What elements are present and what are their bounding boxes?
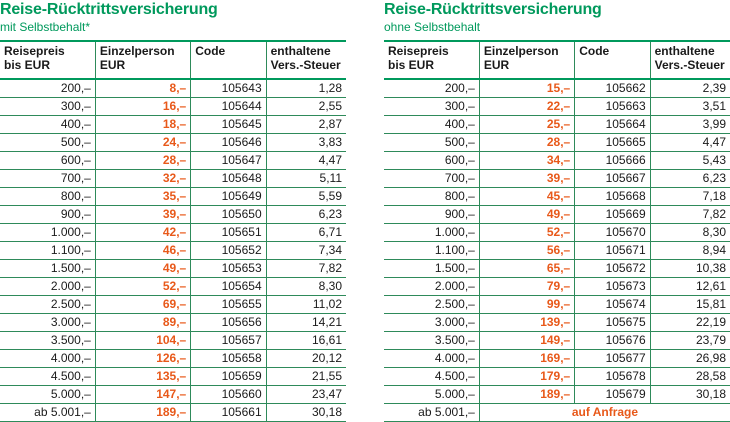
cell-code: 105651 bbox=[191, 224, 266, 242]
cell-code: 105663 bbox=[575, 98, 650, 116]
cell-code: 105679 bbox=[575, 386, 650, 404]
cell-vers-steuer: 11,02 bbox=[266, 296, 346, 314]
cell-reisepreis: 1.500,– bbox=[0, 260, 95, 278]
cell-code: 105643 bbox=[191, 79, 266, 98]
cell-reisepreis: 2.000,– bbox=[384, 278, 479, 296]
cell-einzelperson-price: 65,– bbox=[479, 260, 574, 278]
cell-vers-steuer: 8,94 bbox=[650, 242, 730, 260]
table-row bbox=[0, 350, 346, 368]
cell-vers-steuer: 6,71 bbox=[266, 224, 346, 242]
cell-einzelperson-price: 39,– bbox=[479, 170, 574, 188]
table-panel-mit-selbstbehalt bbox=[0, 0, 346, 422]
table-row bbox=[0, 260, 346, 278]
cell-code: 105669 bbox=[575, 206, 650, 224]
table-row bbox=[384, 242, 730, 260]
cell-vers-steuer: 7,34 bbox=[266, 242, 346, 260]
cell-einzelperson-price: 189,– bbox=[95, 404, 190, 422]
panel-title: Reise-Rücktrittsversicherung bbox=[384, 1, 602, 18]
table-row bbox=[0, 314, 346, 332]
cell-einzelperson-price: 28,– bbox=[479, 134, 574, 152]
cell-vers-steuer: 21,55 bbox=[266, 368, 346, 386]
cell-reisepreis: ab 5.001,– bbox=[384, 404, 479, 422]
price-table bbox=[0, 42, 346, 422]
cell-reisepreis: 800,– bbox=[0, 188, 95, 206]
cell-vers-steuer: 14,21 bbox=[266, 314, 346, 332]
cell-reisepreis: 1.000,– bbox=[384, 224, 479, 242]
table-row bbox=[384, 206, 730, 224]
cell-reisepreis: 600,– bbox=[384, 152, 479, 170]
table-row bbox=[384, 170, 730, 188]
cell-reisepreis: 500,– bbox=[0, 134, 95, 152]
cell-einzelperson-price: 25,– bbox=[479, 116, 574, 134]
cell-vers-steuer: 26,98 bbox=[650, 350, 730, 368]
header-line: Vers.-Steuer bbox=[270, 58, 341, 72]
table-row bbox=[0, 98, 346, 116]
table-row bbox=[0, 134, 346, 152]
cell-reisepreis: 2.500,– bbox=[0, 296, 95, 314]
table-row bbox=[384, 350, 730, 368]
cell-einzelperson-price: 89,– bbox=[95, 314, 190, 332]
cell-code: 105673 bbox=[575, 278, 650, 296]
cell-reisepreis: 300,– bbox=[0, 98, 95, 116]
cell-einzelperson-price: 49,– bbox=[95, 260, 190, 278]
cell-code: 105645 bbox=[191, 116, 266, 134]
cell-einzelperson-price: 56,– bbox=[479, 242, 574, 260]
column-header-code bbox=[191, 42, 266, 79]
cell-code: 105667 bbox=[575, 170, 650, 188]
table-row bbox=[0, 332, 346, 350]
cell-reisepreis: 5.000,– bbox=[384, 386, 479, 404]
cell-code: 105678 bbox=[575, 368, 650, 386]
table-row bbox=[0, 79, 346, 98]
table-row bbox=[0, 296, 346, 314]
table-row bbox=[384, 188, 730, 206]
table-row bbox=[0, 116, 346, 134]
cell-code: 105674 bbox=[575, 296, 650, 314]
table-header-row bbox=[0, 42, 346, 79]
column-header-reisepreis bbox=[384, 42, 479, 79]
cell-reisepreis: 200,– bbox=[0, 79, 95, 98]
cell-reisepreis: 1.500,– bbox=[384, 260, 479, 278]
cell-einzelperson-price: 99,– bbox=[479, 296, 574, 314]
cell-code: 105665 bbox=[575, 134, 650, 152]
cell-code: 105672 bbox=[575, 260, 650, 278]
cell-reisepreis: 500,– bbox=[384, 134, 479, 152]
table-row bbox=[0, 206, 346, 224]
header-line: bis EUR bbox=[388, 58, 435, 72]
panel-subtitle: mit Selbstbehalt* bbox=[0, 20, 91, 34]
cell-vers-steuer: 15,81 bbox=[650, 296, 730, 314]
cell-einzelperson-price: 69,– bbox=[95, 296, 190, 314]
cell-code: 105655 bbox=[191, 296, 266, 314]
cell-einzelperson-price: 52,– bbox=[95, 278, 190, 296]
cell-code: 105646 bbox=[191, 134, 266, 152]
header-line: Einzelperson bbox=[483, 44, 559, 58]
cell-vers-steuer: 5,43 bbox=[650, 152, 730, 170]
cell-einzelperson-price: 15,– bbox=[479, 79, 574, 98]
cell-reisepreis: 3.000,– bbox=[384, 314, 479, 332]
table-row bbox=[384, 152, 730, 170]
cell-code: 105671 bbox=[575, 242, 650, 260]
cell-code: 105661 bbox=[191, 404, 266, 422]
cell-vers-steuer: 23,47 bbox=[266, 386, 346, 404]
cell-code: 105644 bbox=[191, 98, 266, 116]
cell-code: 105649 bbox=[191, 188, 266, 206]
cell-reisepreis: 4.500,– bbox=[384, 368, 479, 386]
cell-code: 105660 bbox=[191, 386, 266, 404]
table-row bbox=[384, 314, 730, 332]
cell-einzelperson-price: 49,– bbox=[479, 206, 574, 224]
column-header-steuer bbox=[266, 42, 346, 79]
cell-einzelperson-price: 135,– bbox=[95, 368, 190, 386]
cell-vers-steuer: 2,87 bbox=[266, 116, 346, 134]
cell-einzelperson-price: 139,– bbox=[479, 314, 574, 332]
cell-code: 105657 bbox=[191, 332, 266, 350]
table-row bbox=[0, 404, 346, 422]
cell-vers-steuer: 8,30 bbox=[266, 278, 346, 296]
table-row bbox=[0, 278, 346, 296]
cell-reisepreis: 4.500,– bbox=[0, 368, 95, 386]
cell-code: 105656 bbox=[191, 314, 266, 332]
cell-vers-steuer: 30,18 bbox=[650, 386, 730, 404]
header-line: EUR bbox=[483, 58, 510, 72]
table-row bbox=[0, 224, 346, 242]
cell-code: 105647 bbox=[191, 152, 266, 170]
cell-vers-steuer: 12,61 bbox=[650, 278, 730, 296]
cell-code: 105662 bbox=[575, 79, 650, 98]
cell-einzelperson-price: 34,– bbox=[479, 152, 574, 170]
table-row bbox=[384, 404, 730, 422]
cell-code: 105652 bbox=[191, 242, 266, 260]
cell-vers-steuer: 4,47 bbox=[650, 134, 730, 152]
price-table bbox=[384, 42, 730, 422]
cell-einzelperson-price: 42,– bbox=[95, 224, 190, 242]
cell-vers-steuer: 5,11 bbox=[266, 170, 346, 188]
table-row bbox=[0, 188, 346, 206]
cell-einzelperson-price: 16,– bbox=[95, 98, 190, 116]
cell-einzelperson-price: 147,– bbox=[95, 386, 190, 404]
table-row bbox=[384, 278, 730, 296]
cell-einzelperson-price: 104,– bbox=[95, 332, 190, 350]
cell-vers-steuer: 23,79 bbox=[650, 332, 730, 350]
header-line: Vers.-Steuer bbox=[654, 58, 725, 72]
table-row bbox=[384, 260, 730, 278]
cell-einzelperson-price: 8,– bbox=[95, 79, 190, 98]
cell-einzelperson-price: 22,– bbox=[479, 98, 574, 116]
cell-reisepreis: 1.100,– bbox=[0, 242, 95, 260]
cell-code: 105675 bbox=[575, 314, 650, 332]
cell-code: 105650 bbox=[191, 206, 266, 224]
cell-reisepreis: 300,– bbox=[384, 98, 479, 116]
cell-einzelperson-price: 79,– bbox=[479, 278, 574, 296]
cell-reisepreis: 400,– bbox=[0, 116, 95, 134]
cell-reisepreis: 2.500,– bbox=[384, 296, 479, 314]
table-row bbox=[384, 134, 730, 152]
cell-reisepreis: 900,– bbox=[0, 206, 95, 224]
cell-code: 105658 bbox=[191, 350, 266, 368]
cell-einzelperson-price: 46,– bbox=[95, 242, 190, 260]
cell-einzelperson-price: 189,– bbox=[479, 386, 574, 404]
cell-vers-steuer: 22,19 bbox=[650, 314, 730, 332]
cell-einzelperson-price: 45,– bbox=[479, 188, 574, 206]
cell-vers-steuer: 5,59 bbox=[266, 188, 346, 206]
column-header-reisepreis bbox=[0, 42, 95, 79]
cell-einzelperson-price: 32,– bbox=[95, 170, 190, 188]
cell-reisepreis: 1.100,– bbox=[384, 242, 479, 260]
cell-vers-steuer: 16,61 bbox=[266, 332, 346, 350]
header-line: bis EUR bbox=[4, 58, 51, 72]
cell-vers-steuer: 3,83 bbox=[266, 134, 346, 152]
cell-vers-steuer: 8,30 bbox=[650, 224, 730, 242]
cell-vers-steuer: 2,55 bbox=[266, 98, 346, 116]
cell-reisepreis: 800,– bbox=[384, 188, 479, 206]
cell-code: 105653 bbox=[191, 260, 266, 278]
column-header-steuer bbox=[650, 42, 730, 79]
header-line: Reisepreis bbox=[4, 44, 65, 58]
cell-reisepreis: 700,– bbox=[0, 170, 95, 188]
column-header-code bbox=[575, 42, 650, 79]
cell-code: 105676 bbox=[575, 332, 650, 350]
table-row bbox=[384, 368, 730, 386]
cell-reisepreis: 3.000,– bbox=[0, 314, 95, 332]
cell-vers-steuer: 7,82 bbox=[266, 260, 346, 278]
table-row bbox=[384, 224, 730, 242]
table-row bbox=[384, 332, 730, 350]
cell-vers-steuer: 30,18 bbox=[266, 404, 346, 422]
cell-reisepreis: 3.500,– bbox=[384, 332, 479, 350]
cell-reisepreis: 4.000,– bbox=[384, 350, 479, 368]
table-row bbox=[384, 116, 730, 134]
table-row bbox=[384, 296, 730, 314]
cell-vers-steuer: 3,99 bbox=[650, 116, 730, 134]
cell-reisepreis: 4.000,– bbox=[0, 350, 95, 368]
cell-einzelperson-price: 35,– bbox=[95, 188, 190, 206]
header-line: Reisepreis bbox=[388, 44, 449, 58]
header-line: Code bbox=[195, 44, 226, 58]
cell-code: 105666 bbox=[575, 152, 650, 170]
cell-code: 105670 bbox=[575, 224, 650, 242]
header-line: EUR bbox=[99, 58, 126, 72]
cell-vers-steuer: 28,58 bbox=[650, 368, 730, 386]
table-row bbox=[384, 98, 730, 116]
cell-reisepreis: 1.000,– bbox=[0, 224, 95, 242]
cell-vers-steuer: 6,23 bbox=[650, 170, 730, 188]
cell-reisepreis: 400,– bbox=[384, 116, 479, 134]
cell-einzelperson-price: 126,– bbox=[95, 350, 190, 368]
cell-vers-steuer: 1,28 bbox=[266, 79, 346, 98]
table-row bbox=[0, 368, 346, 386]
cell-vers-steuer: 7,18 bbox=[650, 188, 730, 206]
cell-einzelperson-price: 169,– bbox=[479, 350, 574, 368]
cell-code: 105648 bbox=[191, 170, 266, 188]
cell-vers-steuer: 4,47 bbox=[266, 152, 346, 170]
panel-title: Reise-Rücktrittsversicherung bbox=[0, 1, 218, 18]
cell-einzelperson-price: 18,– bbox=[95, 116, 190, 134]
cell-code: 105654 bbox=[191, 278, 266, 296]
cell-reisepreis: 5.000,– bbox=[0, 386, 95, 404]
cell-einzelperson-price: 149,– bbox=[479, 332, 574, 350]
table-row bbox=[0, 152, 346, 170]
header-line: enthaltene bbox=[654, 44, 715, 58]
cell-einzelperson-price: 179,– bbox=[479, 368, 574, 386]
cell-einzelperson-price: 39,– bbox=[95, 206, 190, 224]
cell-reisepreis: ab 5.001,– bbox=[0, 404, 95, 422]
table-row bbox=[384, 79, 730, 98]
cell-einzelperson-price: 24,– bbox=[95, 134, 190, 152]
table-header-row bbox=[384, 42, 730, 79]
column-header-einzelperson bbox=[479, 42, 574, 79]
panel-subtitle: ohne Selbstbehalt bbox=[384, 20, 481, 34]
cell-vers-steuer: 2,39 bbox=[650, 79, 730, 98]
cell-auf-anfrage: auf Anfrage bbox=[479, 404, 730, 422]
table-row bbox=[0, 170, 346, 188]
header-line: Einzelperson bbox=[99, 44, 175, 58]
cell-reisepreis: 700,– bbox=[384, 170, 479, 188]
cell-vers-steuer: 10,38 bbox=[650, 260, 730, 278]
table-panel-ohne-selbstbehalt bbox=[384, 0, 730, 422]
cell-einzelperson-price: 52,– bbox=[479, 224, 574, 242]
cell-code: 105677 bbox=[575, 350, 650, 368]
cell-vers-steuer: 6,23 bbox=[266, 206, 346, 224]
cell-code: 105664 bbox=[575, 116, 650, 134]
cell-reisepreis: 3.500,– bbox=[0, 332, 95, 350]
cell-vers-steuer: 20,12 bbox=[266, 350, 346, 368]
column-header-einzelperson bbox=[95, 42, 190, 79]
cell-vers-steuer: 3,51 bbox=[650, 98, 730, 116]
header-line: enthaltene bbox=[270, 44, 331, 58]
cell-reisepreis: 2.000,– bbox=[0, 278, 95, 296]
cell-reisepreis: 600,– bbox=[0, 152, 95, 170]
cell-code: 105668 bbox=[575, 188, 650, 206]
cell-reisepreis: 200,– bbox=[384, 79, 479, 98]
cell-reisepreis: 900,– bbox=[384, 206, 479, 224]
header-line: Code bbox=[579, 44, 610, 58]
table-row bbox=[0, 242, 346, 260]
cell-vers-steuer: 7,82 bbox=[650, 206, 730, 224]
cell-code: 105659 bbox=[191, 368, 266, 386]
cell-einzelperson-price: 28,– bbox=[95, 152, 190, 170]
